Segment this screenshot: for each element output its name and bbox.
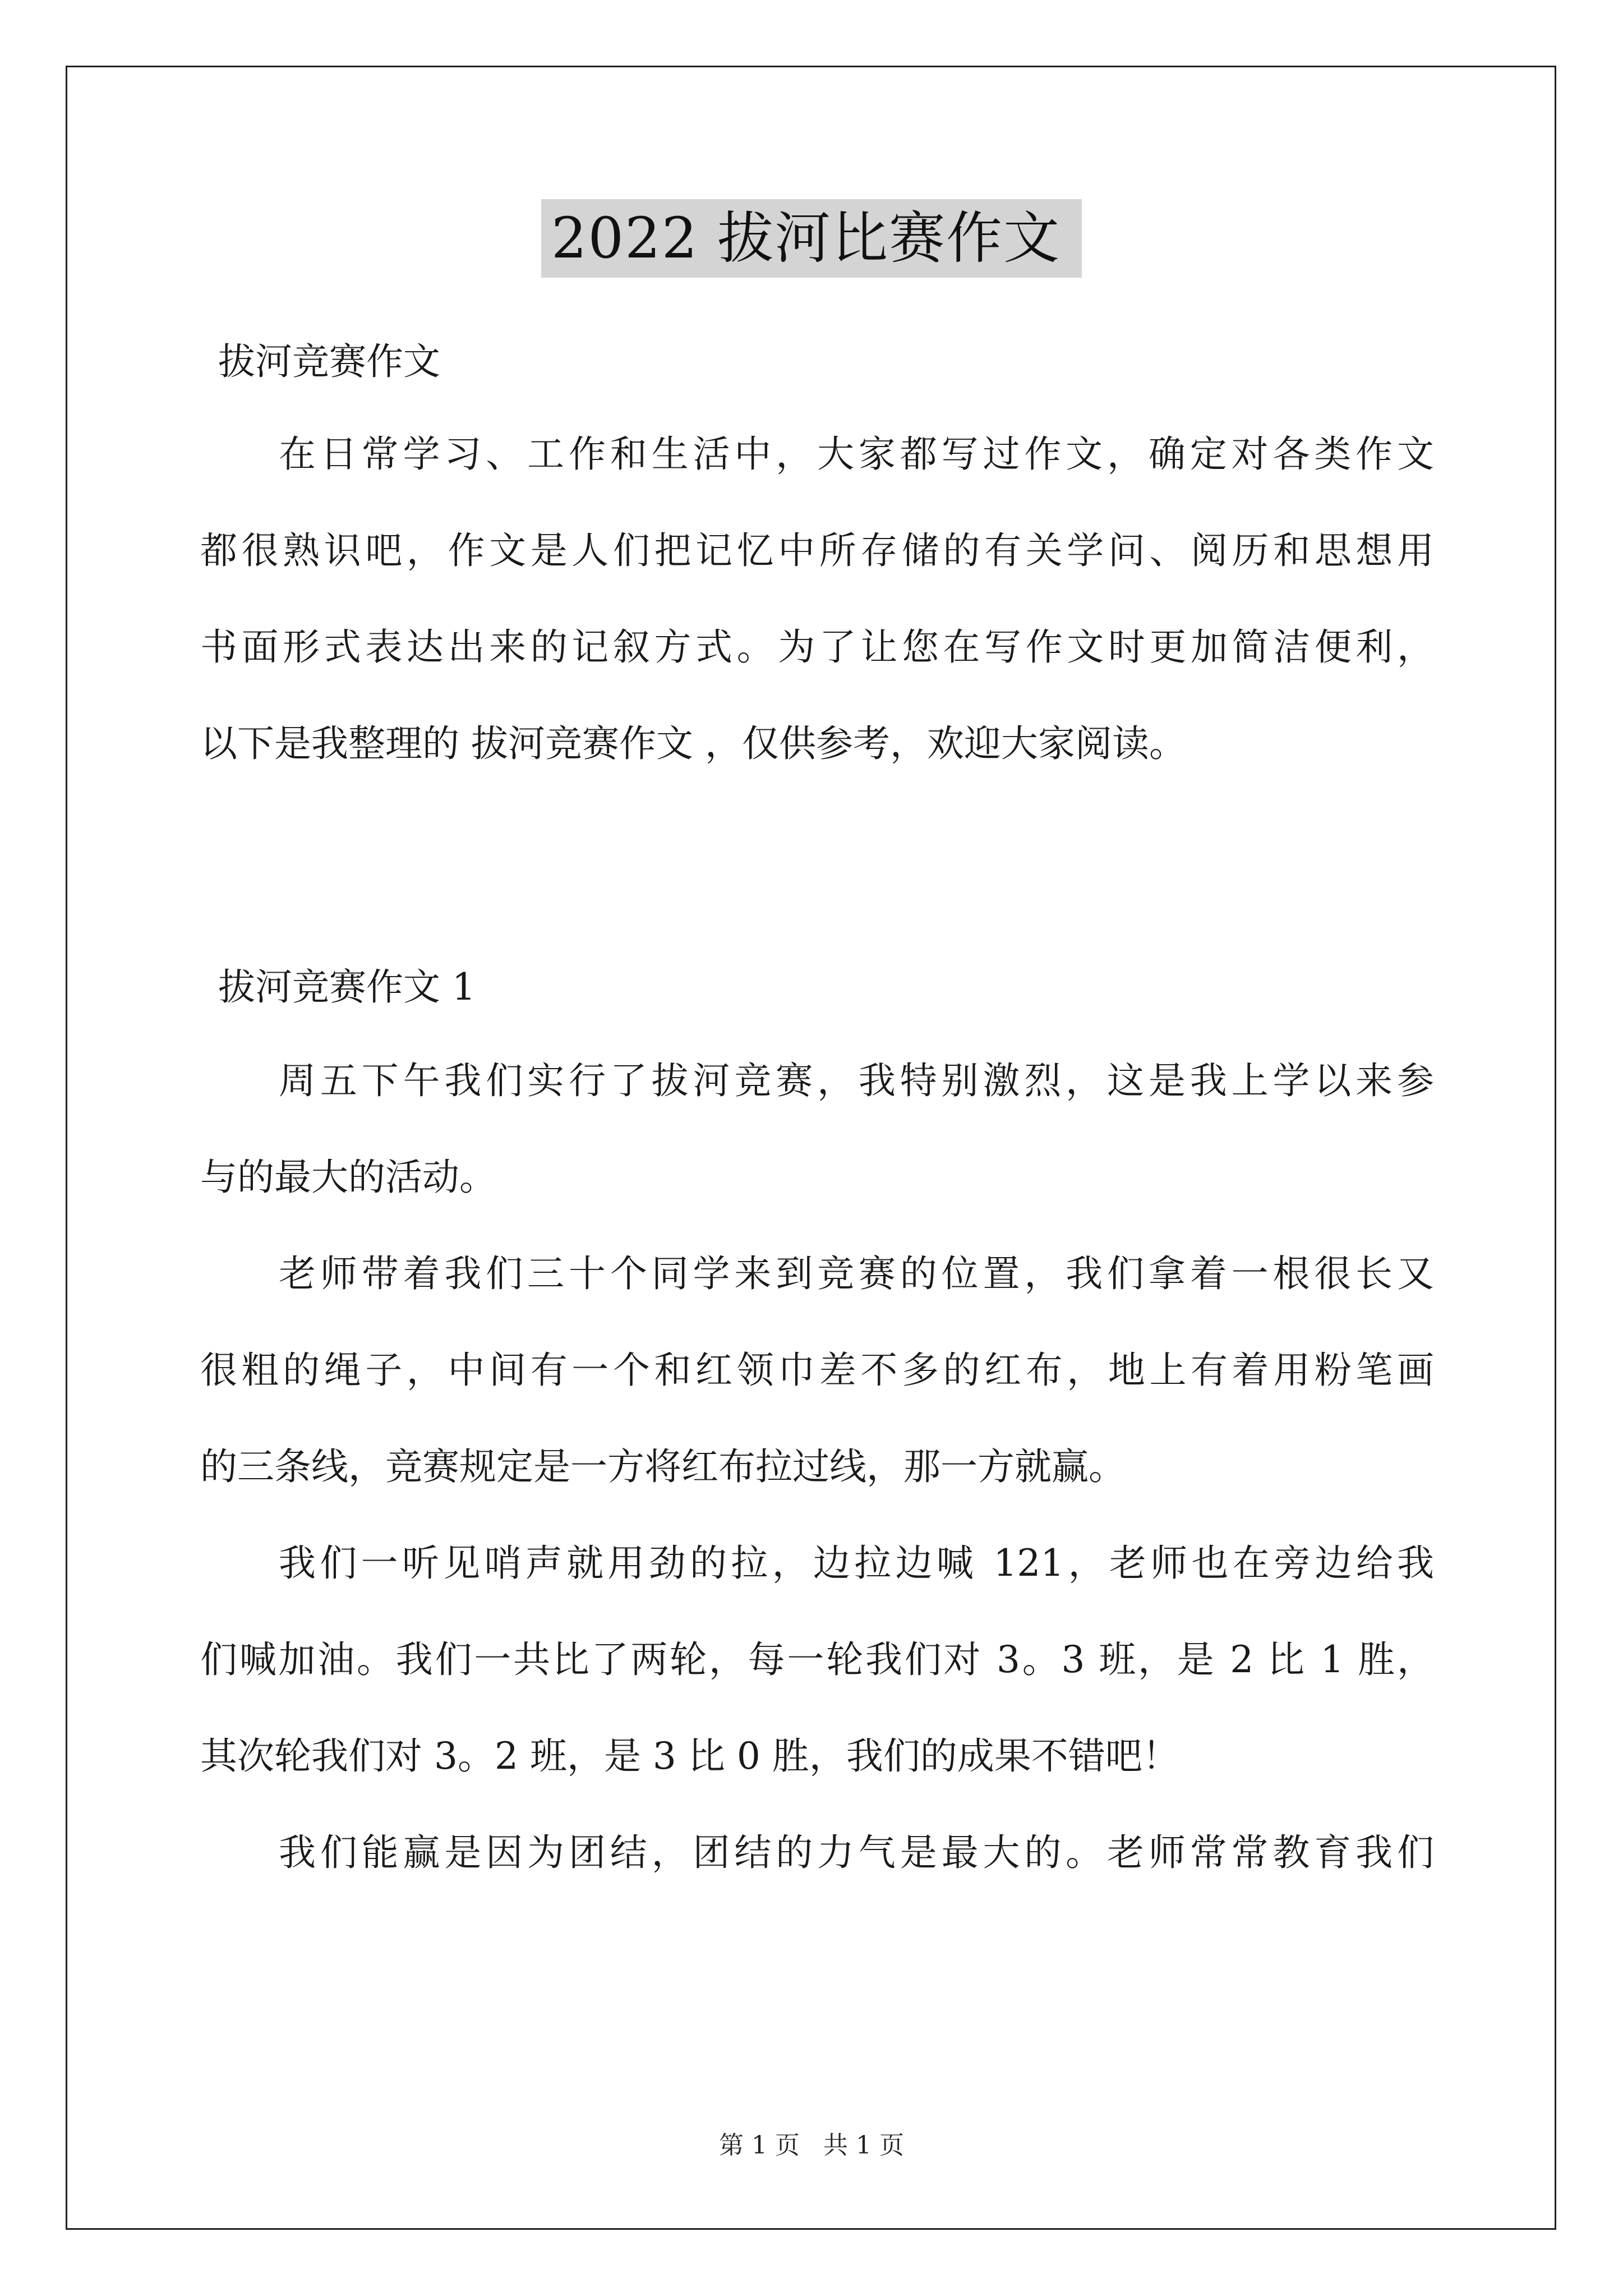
intro-line: 书面形式表达出来的记叙方式。为了让您在写作文时更加简洁便利，: [200, 625, 1434, 669]
document-title: 2022 拔河比赛作文: [541, 199, 1082, 278]
essay-line: 们喊加油。我们一共比了两轮，每一轮我们对 3。3 班，是 2 比 1 胜，: [200, 1638, 1434, 1681]
essay-line: 的三条线，竞赛规定是一方将红布拉过线，那一方就赢。: [200, 1445, 1126, 1488]
essay-line: 我们能赢是因为团结，团结的力气是最大的。老师常常教育我们: [279, 1831, 1434, 1874]
total-pages: 共 1 页: [823, 2131, 904, 2160]
essay-line: 与的最大的活动。: [200, 1156, 496, 1199]
essay-heading: 拔河竞赛作文 1: [218, 965, 476, 1009]
essay-line: 很粗的绳子，中间有一个和红领巾差不多的红布，地上有着用粉笔画: [200, 1349, 1434, 1392]
essay-line: 老师带着我们三十个同学来到竞赛的位置，我们拿着一根很长又: [279, 1252, 1434, 1295]
page-border: [66, 66, 1556, 2230]
intro-line: 都很熟识吧，作文是人们把记忆中所存储的有关学问、阅历和思想用: [200, 529, 1434, 572]
intro-line: 以下是我整理的 拔河竞赛作文 ，仅供参考，欢迎大家阅读。: [200, 722, 1186, 765]
essay-line: 我们一听见哨声就用劲的拉，边拉边喊 121，老师也在旁边给我: [279, 1542, 1434, 1585]
intro-heading: 拔河竞赛作文: [218, 340, 440, 383]
essay-line: 周五下午我们实行了拔河竞赛，我特别激烈，这是我上学以来参: [279, 1059, 1434, 1102]
page-footer: [0, 2129, 1623, 2162]
title-container: [0, 199, 1623, 278]
page-number: 第 1 页: [719, 2131, 800, 2160]
intro-line: 在日常学习、工作和生活中，大家都写过作文，确定对各类作文: [279, 432, 1434, 476]
essay-line: 其次轮我们对 3。2 班，是 3 比 0 胜，我们的成果不错吧！: [200, 1734, 1179, 1778]
